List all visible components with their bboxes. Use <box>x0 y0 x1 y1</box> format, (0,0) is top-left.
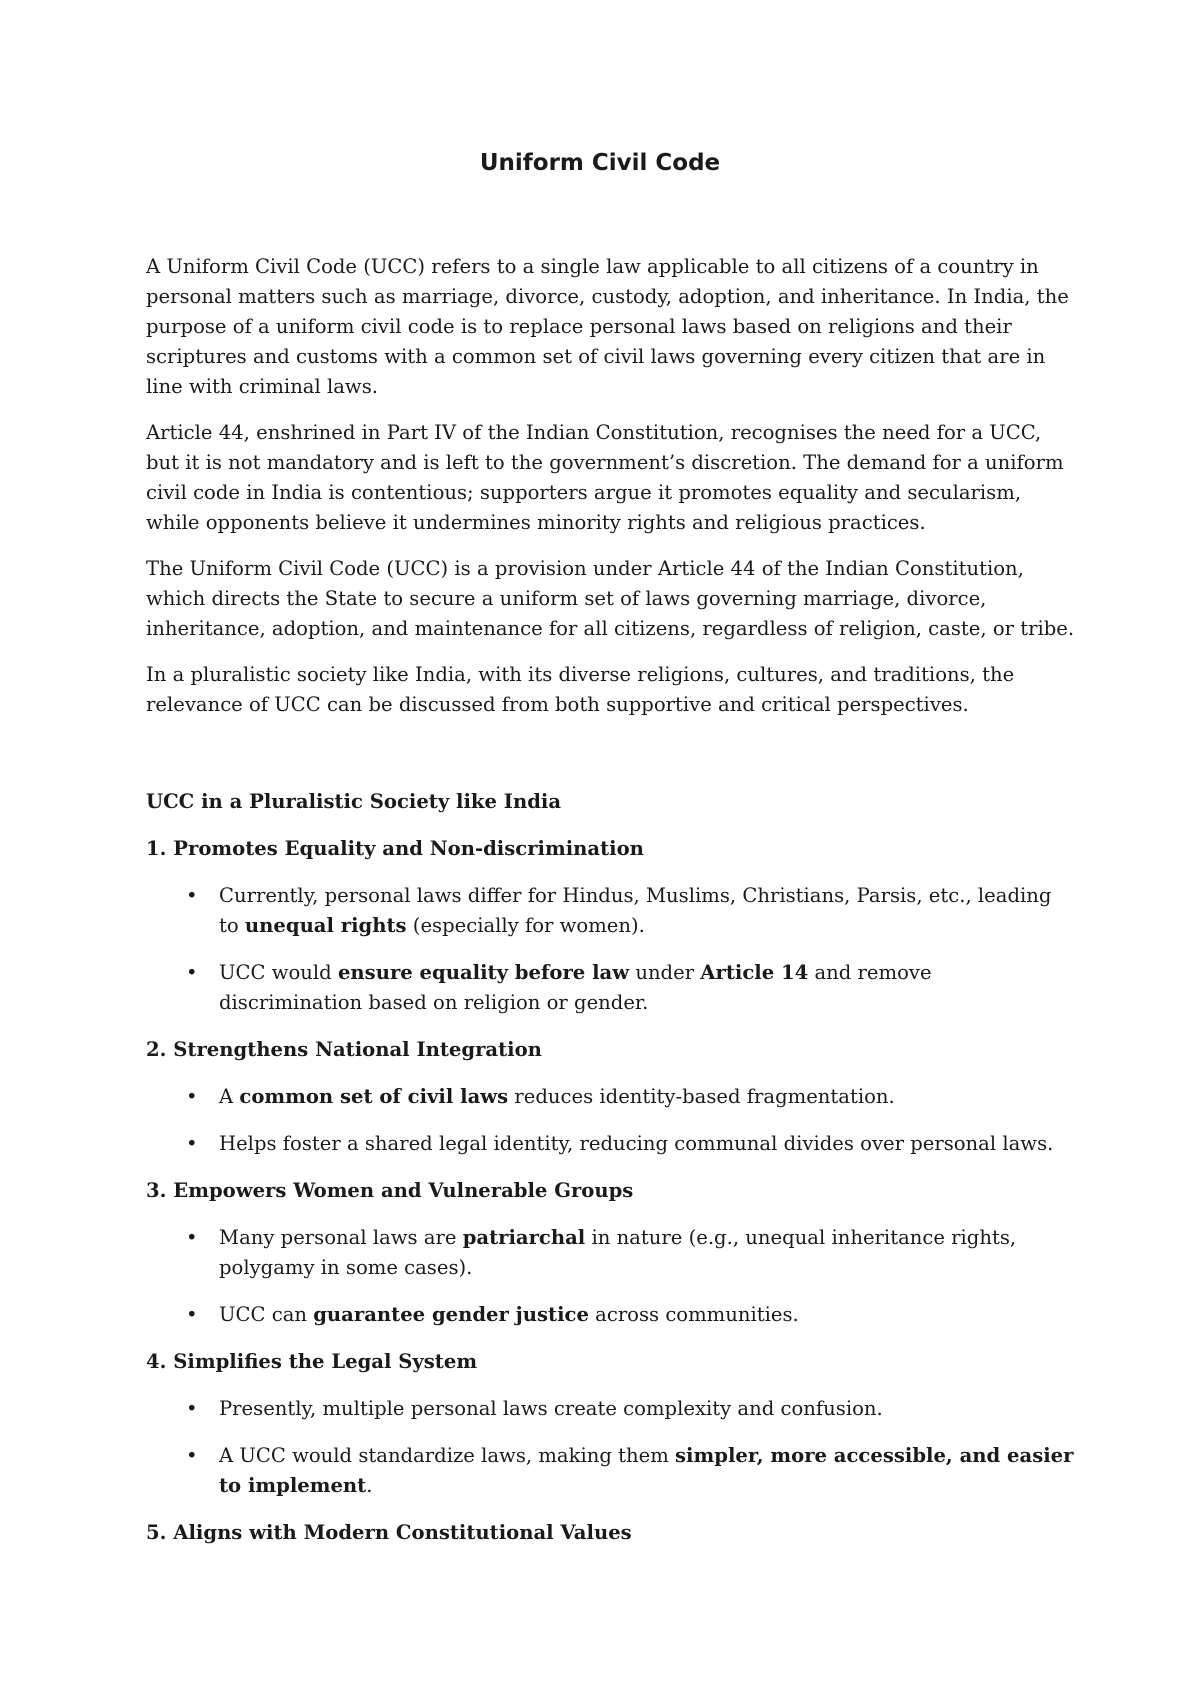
item-text: across communities. <box>588 1303 799 1326</box>
item-text: UCC would <box>219 961 338 984</box>
ucc-section <box>146 787 1076 1565</box>
point-heading: 3. Empowers Women and Vulnerable Groups <box>146 1179 634 1202</box>
list-item <box>146 1082 1076 1112</box>
item-text: Helps foster a shared legal identity, reducing communal divides over personal laws. <box>219 1132 1054 1155</box>
item-text: . <box>366 1474 373 1497</box>
item-emphasis: Article 14 <box>700 961 809 984</box>
bullet-icon: • <box>186 1303 198 1326</box>
list-item <box>146 1300 1076 1330</box>
bullet-list <box>146 1394 1076 1501</box>
item-text: UCC can <box>219 1303 314 1326</box>
list-item <box>146 1129 1076 1159</box>
bullet-list <box>146 1082 1076 1159</box>
intro-paragraph: The Uniform Civil Code (UCC) is a provision under Article 44 of the Indian Constitution, which directs the State to secure a uniform set of laws governing marriage, divorce, inheritance, adoption, and maintenance for all citizens, regardless of religion, caste, or tribe. <box>146 557 1075 640</box>
item-text: in nature (e.g., unequal inheritance rights, polygamy in some cases). <box>219 1226 1017 1279</box>
item-emphasis: patriarchal <box>462 1226 586 1249</box>
bullet-list <box>146 881 1076 1018</box>
section-heading: UCC in a Pluralistic Society like India <box>146 790 562 813</box>
point-heading: 1. Promotes Equality and Non-discrimination <box>146 837 644 860</box>
item-text: Currently, personal laws differ for Hindus, Muslims, Christians, Parsis, etc., leading to <box>219 884 1052 937</box>
list-item <box>146 958 1076 1018</box>
list-item <box>146 1223 1076 1283</box>
bullet-icon: • <box>186 961 198 984</box>
item-text: (especially for women). <box>406 914 645 937</box>
list-item <box>146 1394 1076 1424</box>
item-emphasis: ensure equality before law <box>337 961 630 984</box>
point-heading: 5. Aligns with Modern Constitutional Values <box>146 1521 632 1544</box>
item-text: reduces identity-based fragmentation. <box>508 1085 895 1108</box>
item-text: under <box>629 961 701 984</box>
item-emphasis: unequal rights <box>244 914 407 937</box>
item-emphasis: common set of civil laws <box>239 1085 509 1108</box>
bullet-icon: • <box>186 1132 198 1155</box>
intro-paragraph: A Uniform Civil Code (UCC) refers to a single law applicable to all citizens of a country in personal matters such as marriage, divorce, custody, adoption, and inheritance. In India, the purpose of a uniform civil code is to replace personal laws based on religions and their scriptures and customs with a common set of civil laws governing every citizen that are in line with criminal laws. <box>146 255 1069 398</box>
item-emphasis: simpler, more accessible, and easier to implement <box>219 1444 1074 1497</box>
point-heading: 4. Simplifies the Legal System <box>146 1350 478 1373</box>
item-text: and remove discrimination based on religion or gender. <box>219 961 932 1014</box>
item-text: Many personal laws are <box>219 1226 463 1249</box>
point-heading: 2. Strengthens National Integration <box>146 1038 542 1061</box>
item-text: Presently, multiple personal laws create complexity and confusion. <box>219 1397 883 1420</box>
bullet-icon: • <box>186 1397 198 1420</box>
intro-paragraph: Article 44, enshrined in Part IV of the Indian Constitution, recognises the need for a UCC, but it is not mandatory and is left to the government’s discretion. The demand for a uniform civil code in India is contentious; supporters argue it promotes equality and secularism, while opponents believe it undermines minority rights and religious practices. <box>146 421 1064 534</box>
bullet-icon: • <box>186 1226 198 1249</box>
item-text: A <box>219 1085 240 1108</box>
intro-section <box>146 252 1076 736</box>
list-item <box>146 1441 1076 1501</box>
item-emphasis: guarantee gender justice <box>313 1303 589 1326</box>
list-item <box>146 881 1076 941</box>
bullet-list <box>146 1223 1076 1330</box>
intro-paragraph: In a pluralistic society like India, with its diverse religions, cultures, and traditions, the relevance of UCC can be discussed from both supportive and critical perspectives. <box>146 663 1015 716</box>
bullet-icon: • <box>186 1444 198 1467</box>
document-title: Uniform Civil Code <box>479 150 721 176</box>
bullet-icon: • <box>186 884 198 907</box>
bullet-icon: • <box>186 1085 198 1108</box>
item-text: A UCC would standardize laws, making them <box>219 1444 676 1467</box>
